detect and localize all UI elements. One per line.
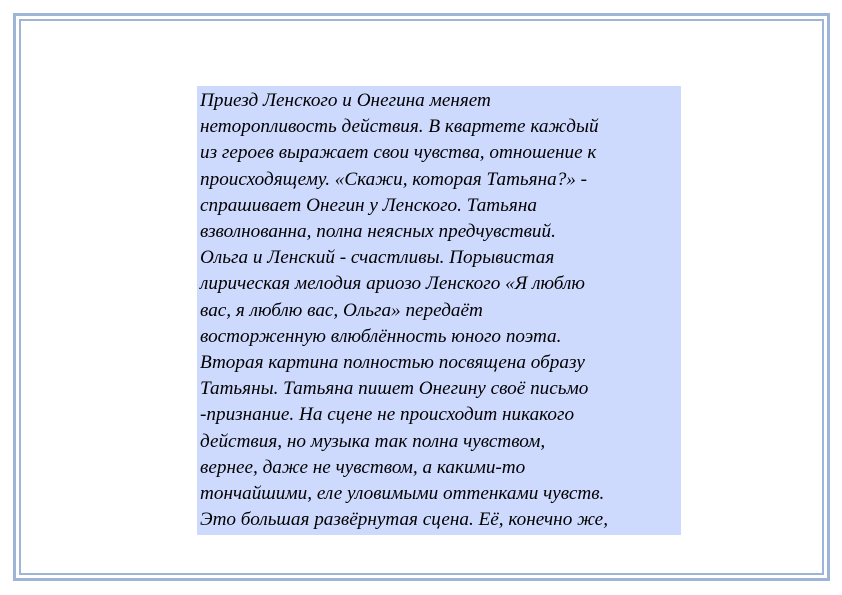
- text-line: Татьяны. Татьяна пишет Онегину своё письмо: [200, 378, 589, 400]
- text-line: Вторая картина полностью посвящена образу: [200, 352, 585, 374]
- text-line: из героев выражает свои чувства, отношение к: [200, 142, 597, 164]
- text-line: восторженную влюблённость юного поэта.: [200, 325, 562, 347]
- text-line: происходящему. «Скажи, которая Татьяна?» -: [200, 168, 588, 190]
- text-line: вернее, даже не чувством, а какими-то: [200, 456, 526, 478]
- text-line: лирическая мелодия ариозо Ленского «Я люблю: [200, 273, 585, 295]
- text-line: Ольга и Ленский - счастливы. Порывистая: [200, 247, 555, 269]
- text-line: взволнованна, полна неясных предчувствий.: [200, 221, 556, 243]
- text-line: неторопливость действия. В квартете каждый: [200, 116, 599, 138]
- text-line: спрашивает Онегин у Ленского. Татьяна: [200, 194, 537, 216]
- text-line: действия, но музыка так полна чувством,: [200, 430, 546, 452]
- text-line: Приезд Ленского и Онегина меняет: [200, 90, 491, 111]
- body-text-box: [197, 86, 681, 535]
- text-line: тончайшими, еле уловимыми оттенками чувств.: [200, 483, 605, 505]
- text-line: -признание. На сцене не происходит никакого: [200, 404, 575, 426]
- text-line: Это большая развёрнутая сцена. Её, конечно же,: [200, 509, 608, 531]
- text-line: вас, я люблю вас, Ольга» передаёт: [200, 299, 483, 321]
